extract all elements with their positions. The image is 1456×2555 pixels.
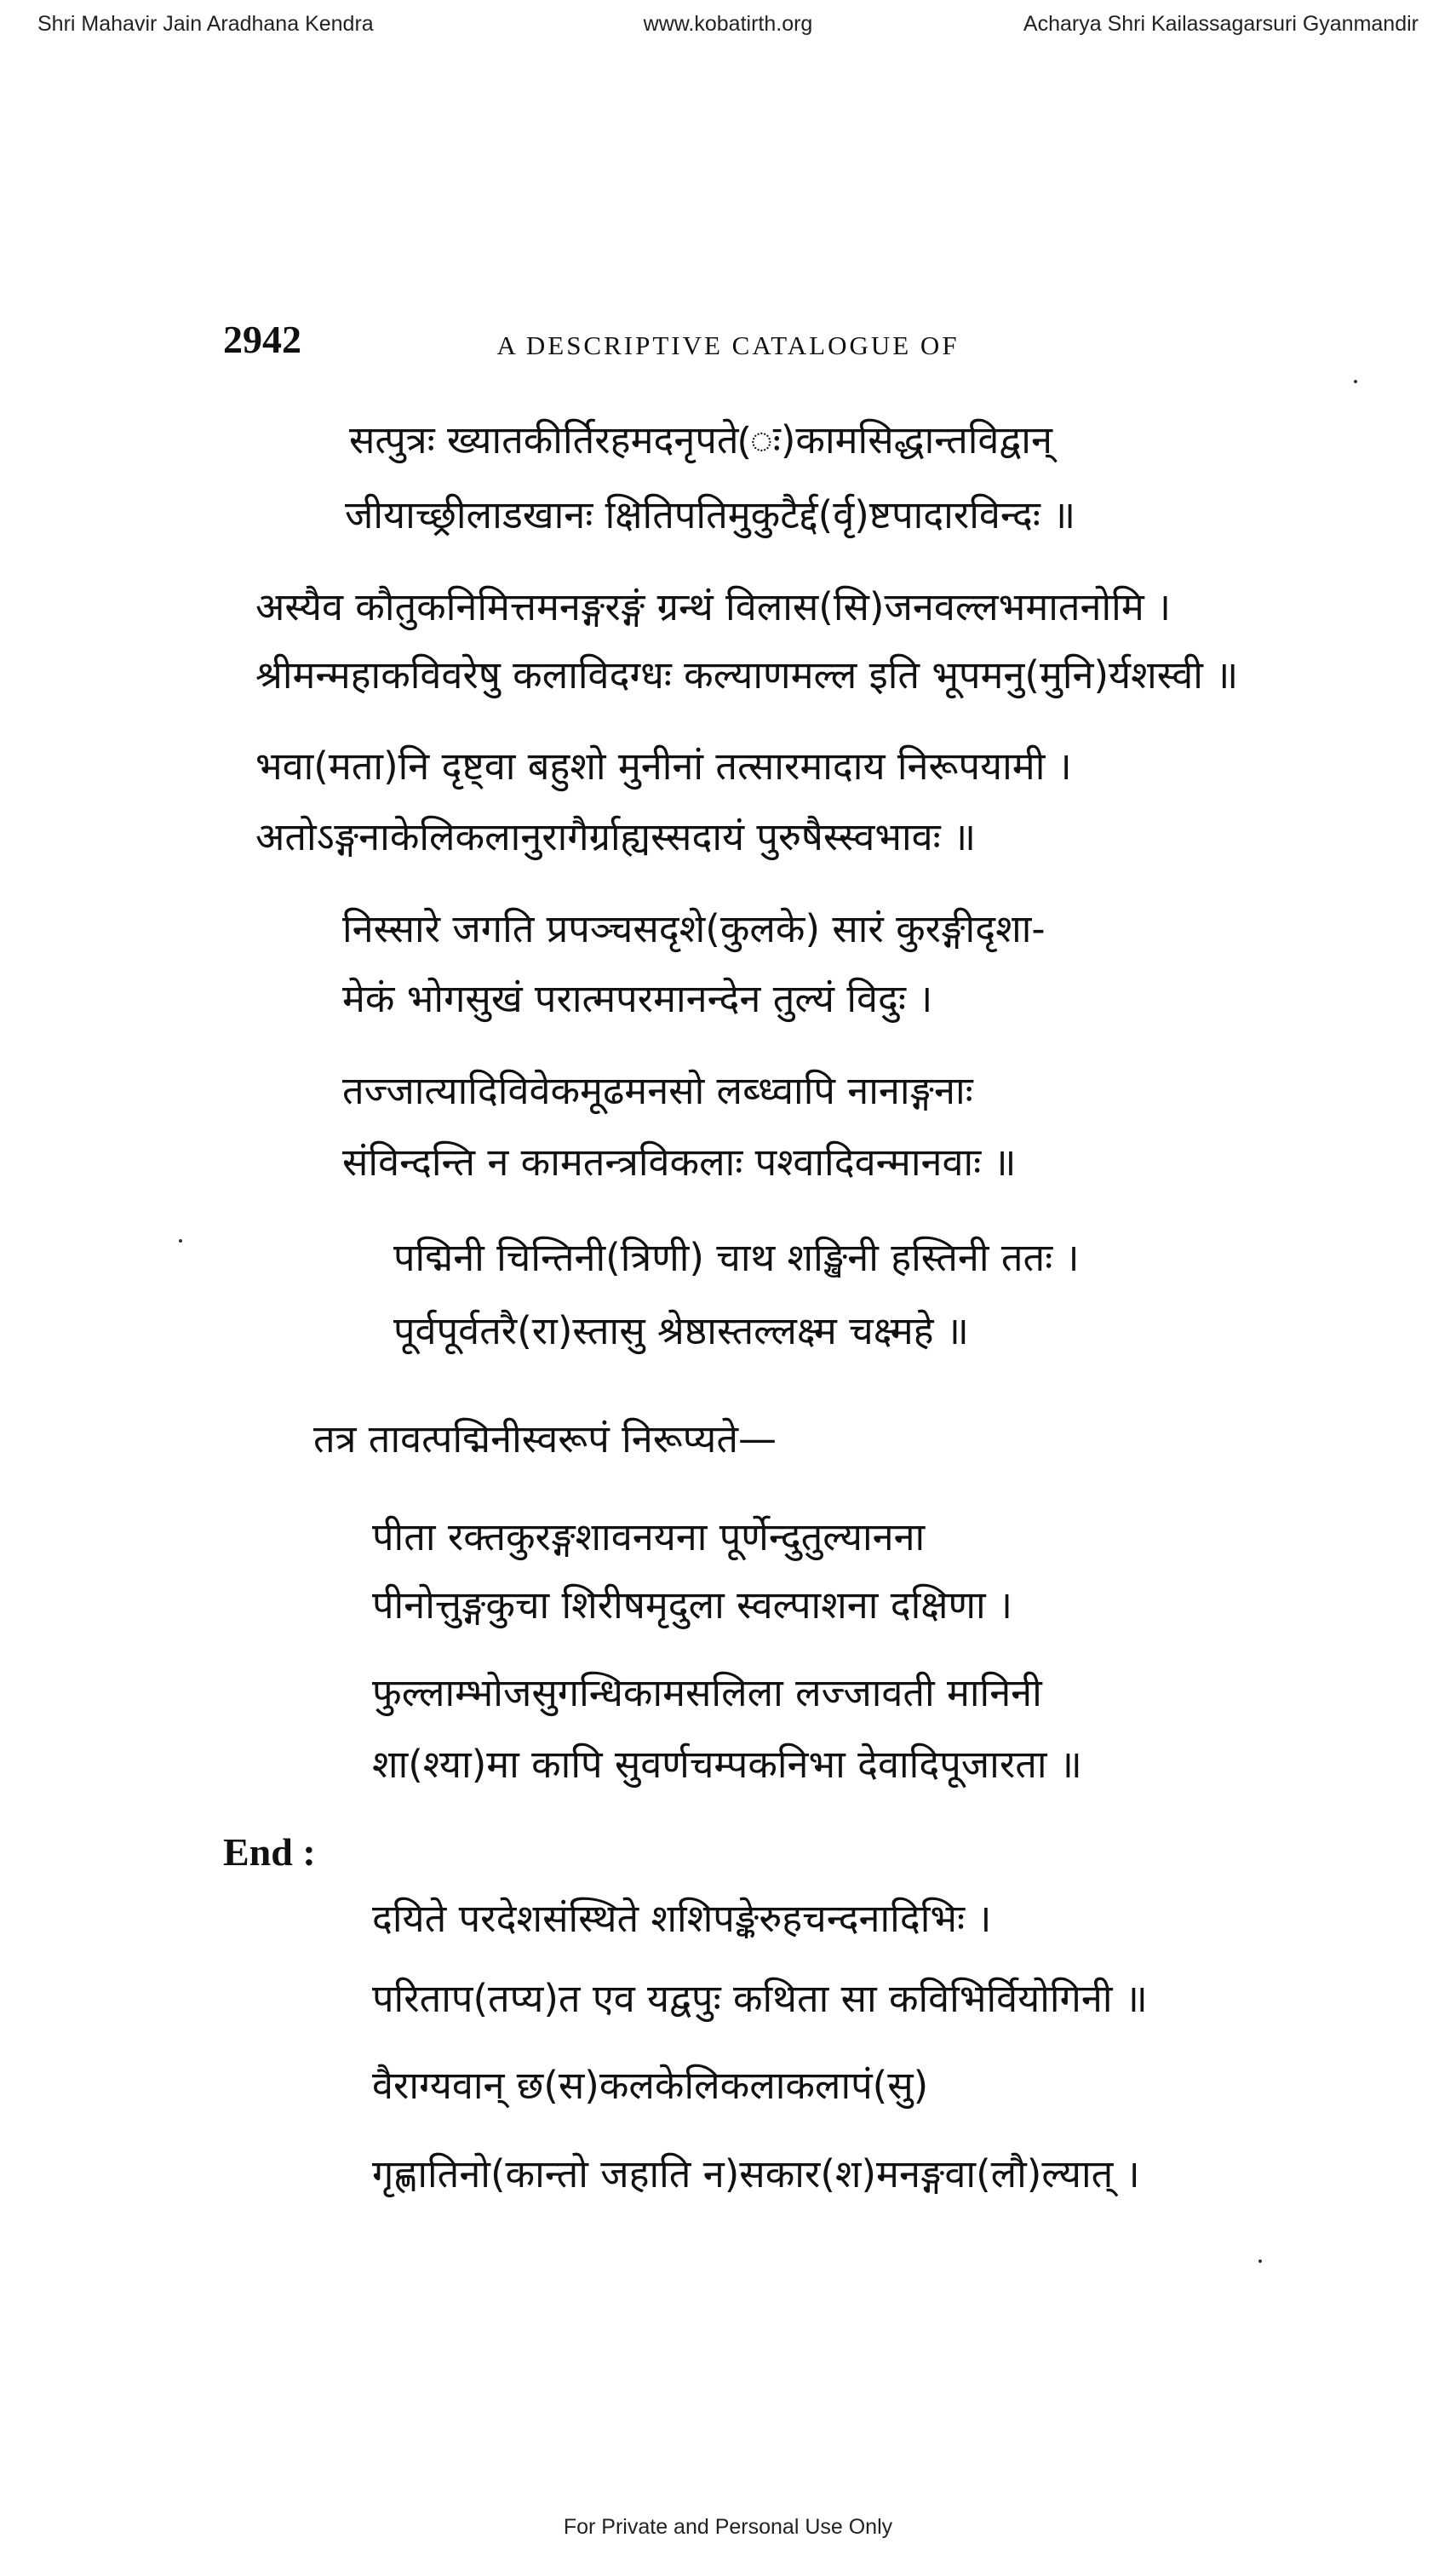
verse-line: निस्सारे जगति प्रपञ्चसदृशे(कुलके) सारं कुरङ्गीदृशा- — [342, 906, 1046, 951]
verse-line: फुल्लाम्भोजसुगन्धिकामसलिला लज्जावती मानिनी — [372, 1670, 1042, 1715]
verse-line: तज्जात्यादिविवेकमूढमनसो लब्ध्वापि नानाङ्गनाः — [342, 1068, 973, 1113]
header-left-text: Shri Mahavir Jain Aradhana Kendra — [37, 12, 374, 36]
verse-line: पद्मिनी चिन्तिनी(त्रिणी) चाथ शङ्खिनी हस्तिनी ततः । — [393, 1235, 1080, 1280]
scan-speck — [1354, 380, 1357, 383]
verse-line: मेकं भोगसुखं परात्मपरमानन्देन तुल्यं विदुः । — [342, 976, 933, 1021]
verse-line: शा(श्या)मा कापि सुवर्णचम्पकनिभा देवादिपूजारता ॥ — [372, 1742, 1082, 1787]
verse-line: सत्पुत्रः ख्यातकीर्तिरहमदनृपते(ः)कामसिद्धान्तविद्वान् — [349, 417, 1052, 462]
verse-line: अतोऽङ्गनाकेलिकलानुरागैर्ग्राह्यस्सदायं पुरुषैस्स्वभावः ॥ — [255, 814, 977, 859]
verse-line: भवा(मता)नि दृष्ट्वा बहुशो मुनीनां तत्सारमादाय निरूपयामी । — [255, 744, 1072, 789]
verse-line: संविन्दन्ति न कामतन्त्रविकलाः पश्वादिवन्मानवाः ॥ — [342, 1140, 1017, 1185]
end-verse-line: दयिते परदेशसंस्थिते शशिपङ्केरुहचन्दनादिभिः । — [372, 1896, 992, 1941]
running-head: A DESCRIPTIVE CATALOGUE OF — [496, 330, 960, 360]
end-verse-line: गृह्णातिनो(कान्तो जहाति न)सकार(श)मनङ्गवा(लौ)ल्यात् । — [372, 2151, 1140, 2196]
scan-speck — [179, 1239, 182, 1243]
verse-line: तत्र तावत्पद्मिनीस्वरूपं निरूप्यते— — [313, 1416, 777, 1461]
end-section-label: End : — [223, 1830, 316, 1874]
verse-line: अस्यैव कौतुकनिमित्तमनङ्गरङ्गं ग्रन्थं विलास(सि)जनवल्लभमातनोमि । — [255, 584, 1172, 629]
verse-line: श्रीमन्महाकविवरेषु कलाविदग्धः कल्याणमल्ल इति भूपमनु(मुनि)र्यशस्वी ॥ — [255, 652, 1239, 698]
footer-text: For Private and Personal Use Only — [563, 2515, 893, 2539]
scan-speck — [1258, 2259, 1262, 2263]
end-verse-line: परिताप(तप्य)त एव यद्वपुः कथिता सा कविभिर्वियोगिनी ॥ — [372, 1976, 1148, 2021]
header-center-url: www.kobatirth.org — [643, 12, 813, 36]
verse-line: पीता रक्तकुरङ्गशावनयना पूर्णेन्दुतुल्यानना — [372, 1514, 926, 1559]
verse-line: पूर्वपूर्वतरै(रा)स्तासु श्रेष्ठास्तल्लक्ष्म चक्ष्महे ॥ — [393, 1308, 969, 1353]
verse-line: जीयाच्छ्रीलाडखानः क्षितिपतिमुकुटैर्द्द(र्वृ)ष्टपादारविन्दः ॥ — [345, 492, 1076, 537]
page-number: 2942 — [223, 318, 301, 361]
verse-line: पीनोत्तुङ्गकुचा शिरीषमृदुला स्वल्पाशना दक्षिणा । — [372, 1582, 1013, 1628]
end-verse-line: वैराग्यवान् छ(स)कलकेलिकलाकलापं(सु) — [372, 2063, 929, 2108]
header-right-text: Acharya Shri Kailassagarsuri Gyanmandir — [1023, 12, 1419, 36]
